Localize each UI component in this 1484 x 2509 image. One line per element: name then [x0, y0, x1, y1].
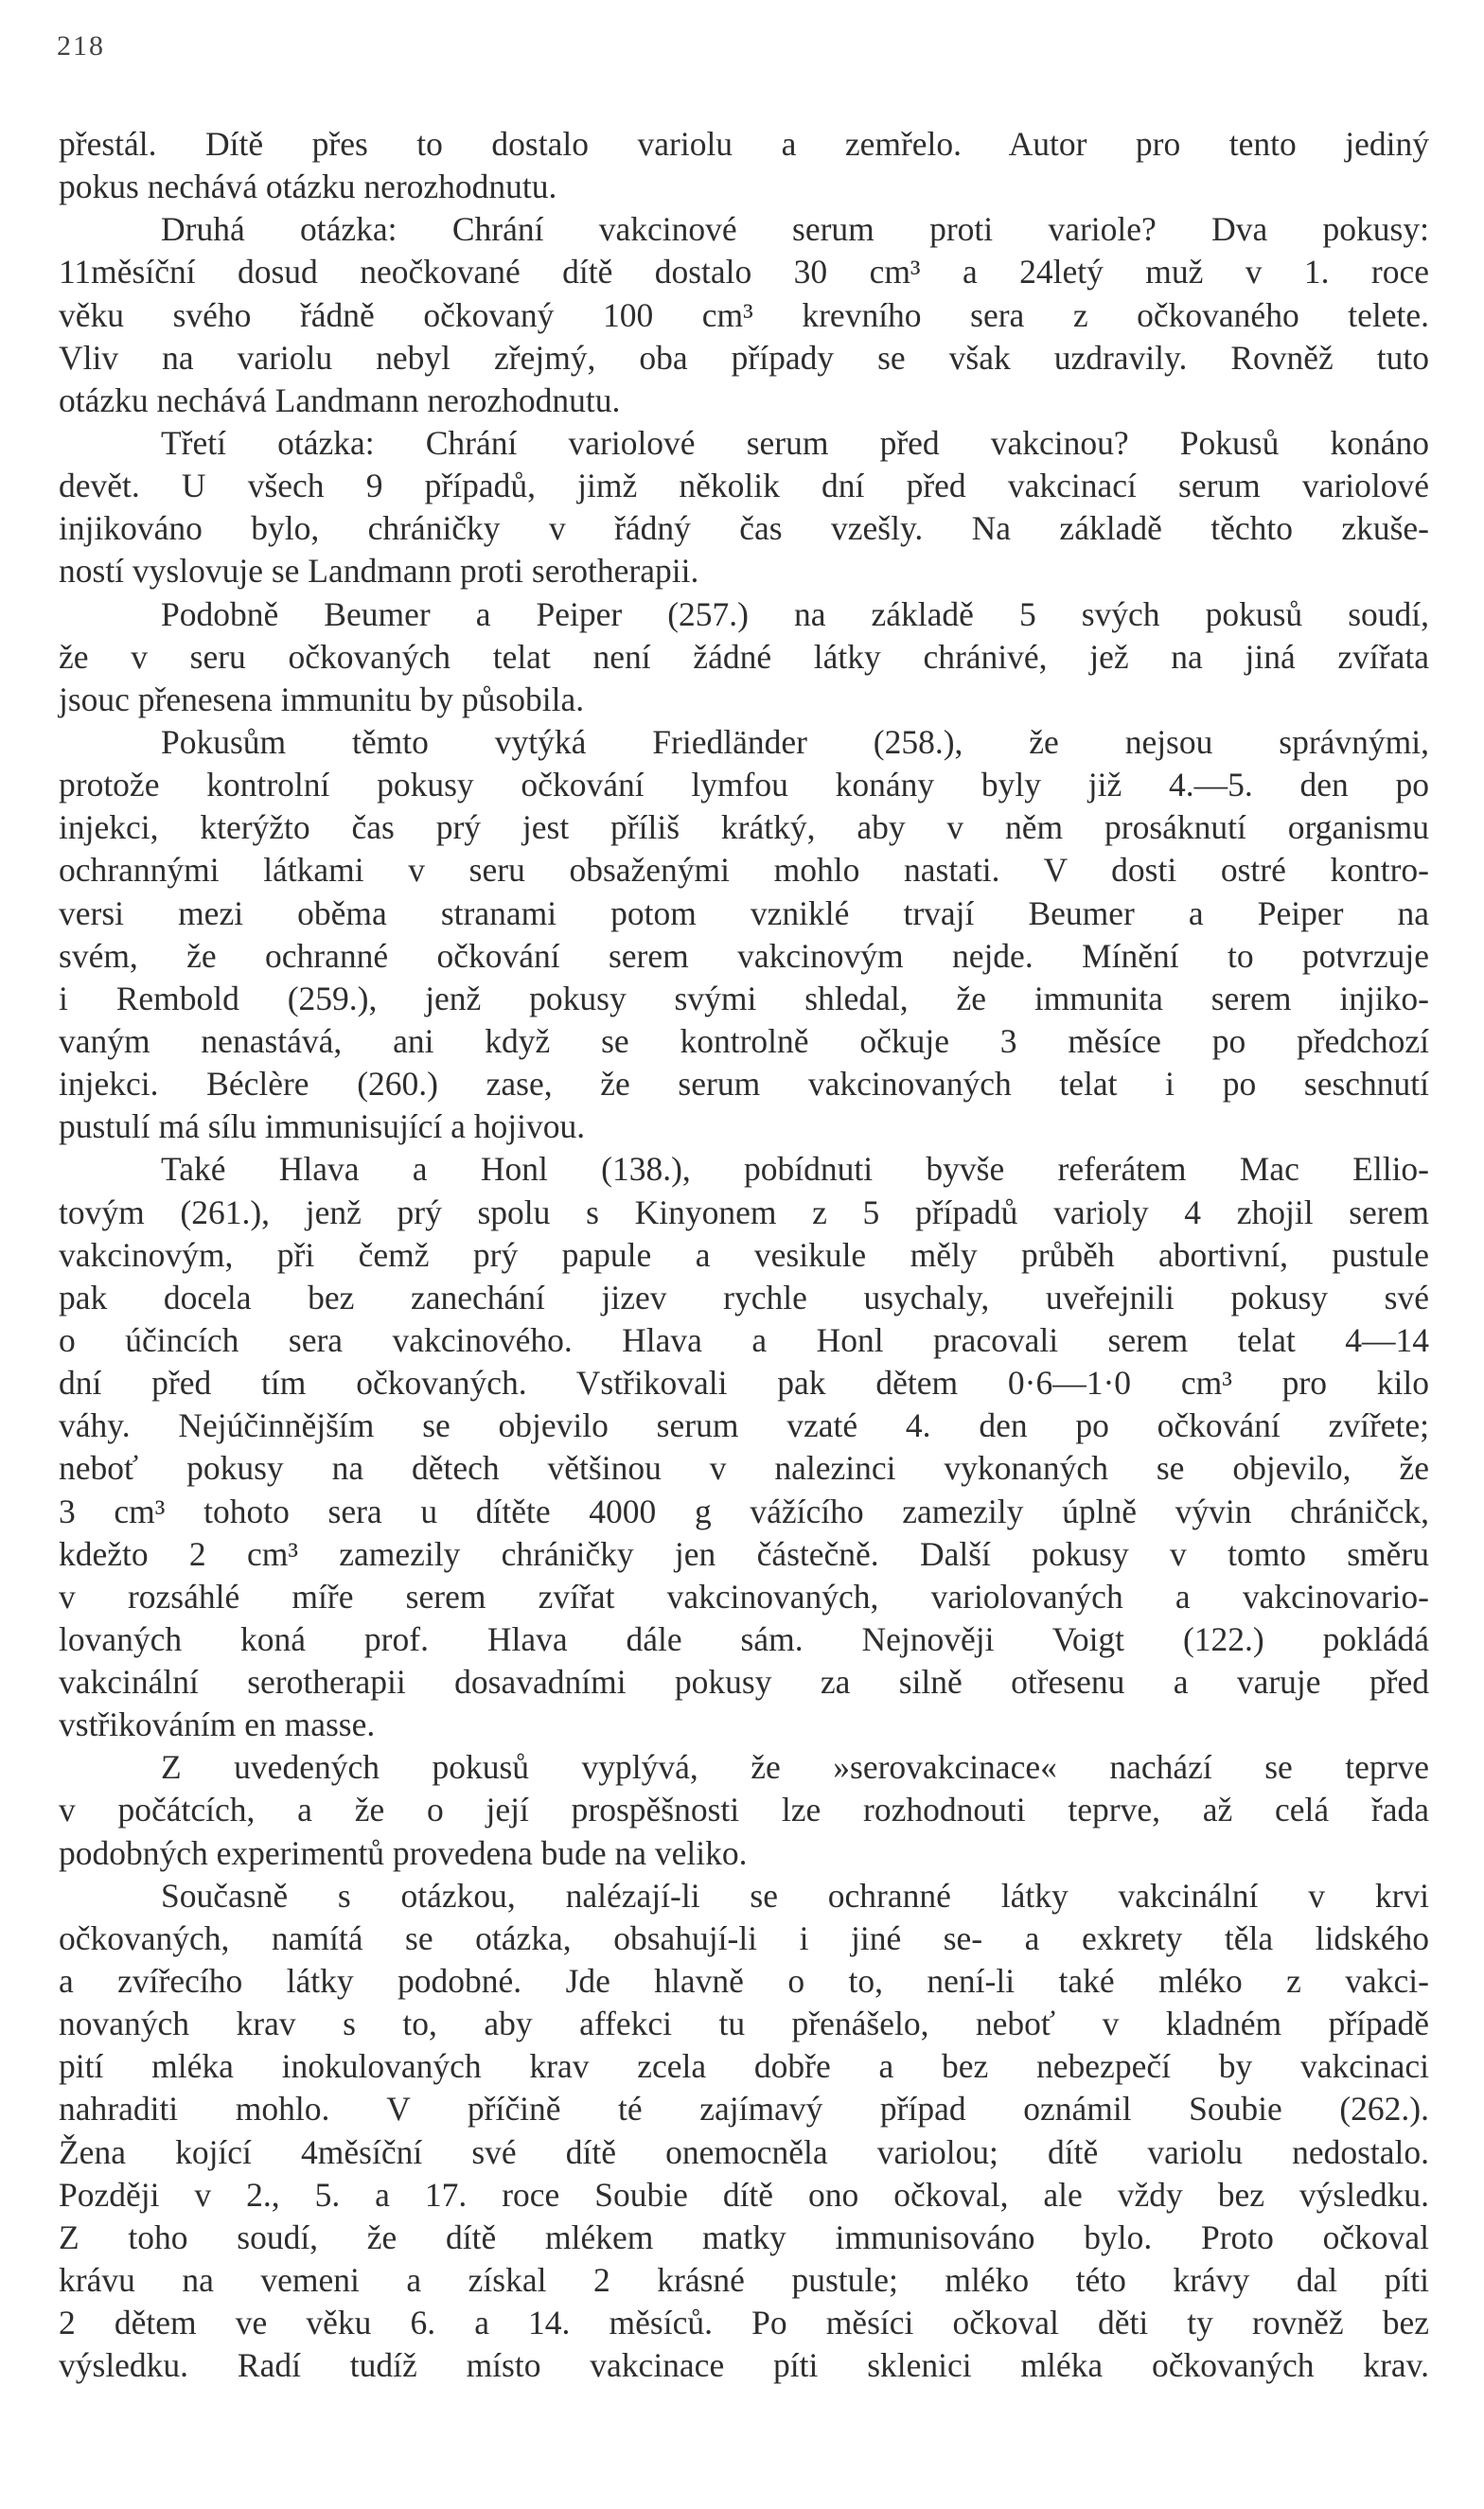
text-line: v počátcích, a že o její prospěšnosti lze rozhodnouti teprve, až celá řada — [59, 1791, 1429, 1829]
text-line: výsledku. Radí tudíž místo vakcinace píti sklenici mléka očkovaných krav. — [59, 2346, 1429, 2385]
text-line: Druhá otázka: Chrání vakcinové serum proti variole? Dva pokusy: — [161, 210, 1429, 249]
text-line: krávu na vemeni a získal 2 krásné pustule; mléko této krávy dal píti — [59, 2261, 1429, 2300]
text-line: injekci, kterýžto čas prý jest příliš krátký, aby v něm prosáknutí organismu — [59, 808, 1429, 847]
text-line: otázku nechává Landmann nerozhodnutu. — [59, 380, 621, 419]
text-line: Z toho soudí, že dítě mlékem matky immunisováno bylo. Proto očkoval — [59, 2217, 1429, 2256]
text-line: ochrannými látkami v seru obsaženými mohlo nastati. V dosti ostré kontro- — [59, 851, 1429, 890]
text-line: pokus nechává otázku nerozhodnutu. — [59, 168, 557, 206]
text-line: očkovaných, namítá se otázka, obsahují-li i jiné se- a exkrety těla lidského — [59, 1918, 1429, 1957]
text-line: novaných krav s to, aby affekci tu přenášelo, neboť v kladném případě — [59, 2005, 1429, 2043]
text-line: 11měsíční dosud neočkované dítě dostalo 30 cm³ a 24letý muž v 1. roce — [59, 253, 1429, 292]
text-line: Také Hlava a Honl (138.), pobídnuti byvše referátem Mac Ellio- — [161, 1150, 1429, 1189]
text-line: věku svého řádně očkovaný 100 cm³ krevního sera z očkovaného telete. — [59, 295, 1429, 334]
text-line: v rozsáhlé míře serem zvířat vakcinovaných, variolovaných a vakcinovario- — [59, 1577, 1429, 1616]
text-line: kdežto 2 cm³ zamezily chráničky jen částečně. Další pokusy v tomto směru — [59, 1534, 1429, 1573]
text-line: Z uvedených pokusů vyplývá, že »serovakcinace« nachází se teprve — [161, 1748, 1429, 1787]
text-line: a zvířecího látky podobné. Jde hlavně o to, není-li také mléko z vakci- — [59, 1962, 1429, 2001]
text-line: i Rembold (259.), jenž pokusy svými shledal, že immunita serem injiko- — [59, 979, 1429, 1017]
text-line: pak docela bez zanechání jizev rychle usychaly, uveřejnili pokusy své — [59, 1278, 1429, 1316]
text-line: 2 dětem ve věku 6. a 14. měsíců. Po měsíci očkoval děti ty rovněž bez — [59, 2304, 1429, 2342]
text-line: tovým (261.), jenž prý spolu s Kinyonem z 5 případů varioly 4 zhojil serem — [59, 1193, 1429, 1231]
text-line: neboť pokusy na dětech většinou v nalezinci vykonaných se objevilo, že — [59, 1449, 1429, 1488]
text-line: 3 cm³ tohoto sera u dítěte 4000 g vážícího zamezily úplně vývin chráničck, — [59, 1492, 1429, 1530]
text-line: nahraditi mohlo. V příčině té zajímavý případ oznámil Soubie (262.). — [59, 2090, 1429, 2129]
text-line: ností vyslovuje se Landmann proti serotherapii. — [59, 552, 699, 591]
text-line: podobných experimentů provedena bude na veliko. — [59, 1833, 748, 1872]
page-number: 218 — [57, 30, 105, 62]
text-line: versi mezi oběma stranami potom vzniklé trvají Beumer a Peiper na — [59, 893, 1429, 932]
text-line: váhy. Nejúčinnějším se objevilo serum vzaté 4. den po očkování zvířete; — [59, 1406, 1429, 1445]
text-line: protože kontrolní pokusy očkování lymfou konány byly již 4.—5. den po — [59, 766, 1429, 804]
text-line: že v seru očkovaných telat není žádné látky chránivé, jež na jiná zvířata — [59, 637, 1429, 676]
text-line: pustulí má sílu immunisující a hojivou. — [59, 1107, 586, 1146]
text-line: o účincích sera vakcinového. Hlava a Honl pracovali serem telat 4—14 — [59, 1320, 1429, 1359]
text-line: Třetí otázka: Chrání variolové serum před vakcinou? Pokusů konáno — [161, 423, 1429, 462]
text-line: přestál. Dítě přes to dostalo variolu a zemřelo. Autor pro tento jediný — [59, 125, 1429, 163]
text-line: svém, že ochranné očkování serem vakcinovým nejde. Mínění to potvrzuje — [59, 936, 1429, 975]
text-line: pití mléka inokulovaných krav zcela dobře a bez nebezpečí by vakcinaci — [59, 2047, 1429, 2086]
text-line: Současně s otázkou, nalézají-li se ochranné látky vakcinální v krvi — [161, 1876, 1429, 1915]
text-line: vstřikováním en masse. — [59, 1705, 376, 1744]
text-line: devět. U všech 9 případů, jimž několik dní před vakcinací serum variolové — [59, 467, 1429, 505]
text-line: jsouc přenesena immunitu by působila. — [59, 680, 585, 718]
text-line: Podobně Beumer a Peiper (257.) na základě 5 svých pokusů soudí, — [161, 594, 1429, 633]
text-line: Žena kojící 4měsíční své dítě onemocněla variolou; dítě variolu nedostalo. — [59, 2132, 1429, 2171]
text-line: vaným nenastává, ani když se kontrolně očkuje 3 měsíce po předchozí — [59, 1021, 1429, 1060]
text-line: vakcinovým, při čemž prý papule a vesikule měly průběh abortivní, pustule — [59, 1235, 1429, 1274]
text-line: injikováno bylo, chráničky v řádný čas vzešly. Na základě těchto zkuše- — [59, 509, 1429, 548]
text-line: Pokusům těmto vytýká Friedländer (258.), že nejsou správnými, — [161, 722, 1429, 761]
text-line: injekci. Béclère (260.) zase, že serum vakcinovaných telat i po seschnutí — [59, 1065, 1429, 1104]
text-line: dní před tím očkovaných. Vstřikovali pak dětem 0·6—1·0 cm³ pro kilo — [59, 1364, 1429, 1403]
text-line: Později v 2., 5. a 17. roce Soubie dítě ono očkoval, ale vždy bez výsledku. — [59, 2175, 1429, 2214]
text-line: Vliv na variolu nebyl zřejmý, oba případy se však uzdravily. Rovněž tuto — [59, 338, 1429, 377]
text-line: lovaných koná prof. Hlava dále sám. Nejnověji Voigt (122.) pokládá — [59, 1619, 1429, 1658]
text-line: vakcinální serotherapii dosavadními pokusy za silně otřesenu a varuje před — [59, 1663, 1429, 1702]
body-text — [59, 123, 1429, 2387]
